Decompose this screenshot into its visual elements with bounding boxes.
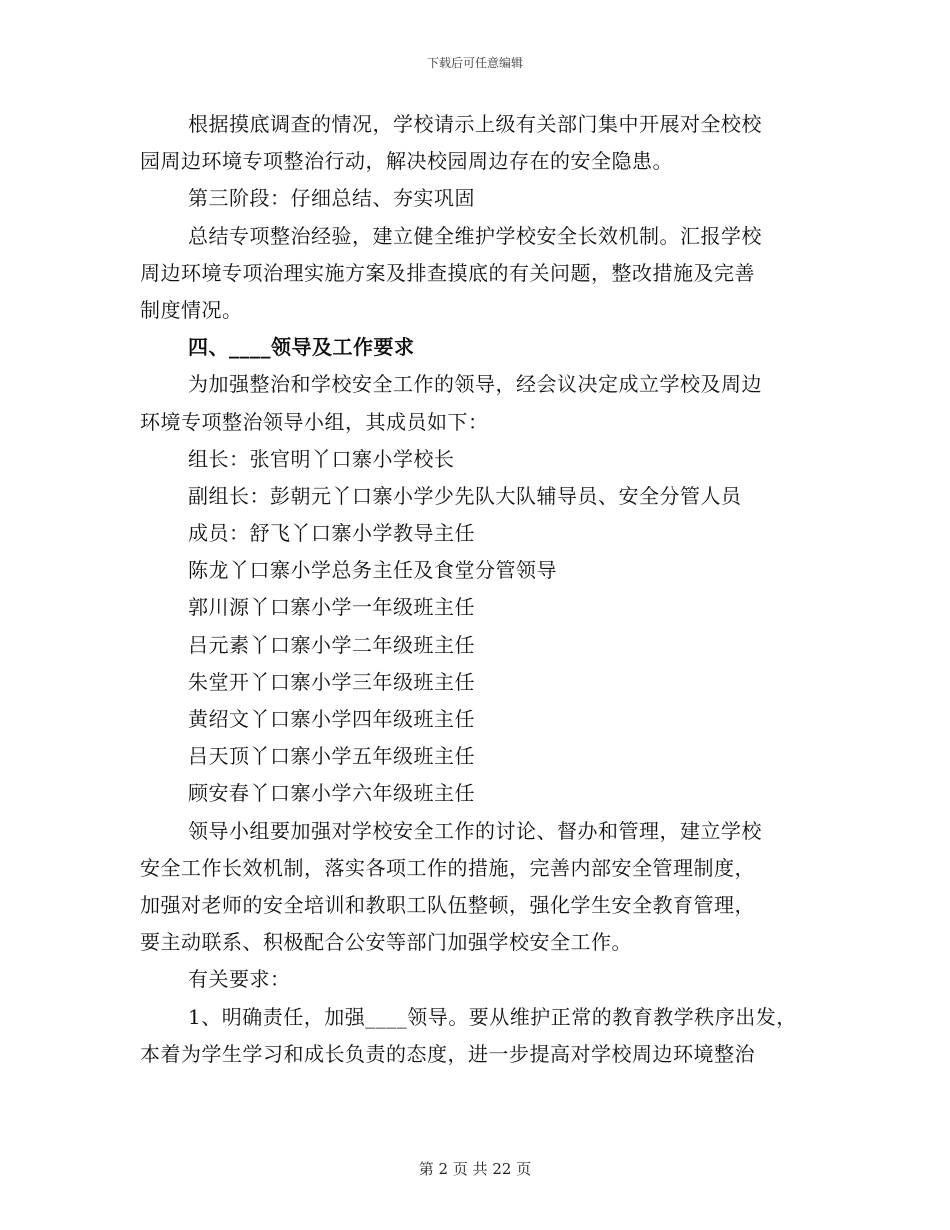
text-line: 根据摸底调查的情况，学校请示上级有关部门集中开展对全校校 [188, 112, 762, 136]
text-line: 总结专项整治经验，建立健全维护学校安全长效机制。汇报学校 [188, 223, 762, 248]
member-line: 吕元素丫口寨小学二年级班主任 [188, 632, 475, 657]
member-line: 郭川源丫口寨小学一年级班主任 [188, 595, 475, 620]
text-line: 加强对老师的安全培训和教职工队伍整顿，强化学生安全教育管理， [140, 892, 755, 917]
text-line: 第三阶段：仔细总结、夯实巩固 [188, 186, 475, 211]
member-line: 朱堂开丫口寨小学三年级班主任 [188, 669, 475, 694]
member-line: 成员：舒飞丫口寨小学教导主任 [188, 521, 475, 546]
member-line: 顾安春丫口寨小学六年级班主任 [188, 781, 475, 806]
member-line: 副组长：彭朝元丫口寨小学少先队大队辅导员、安全分管人员 [188, 483, 742, 508]
document-body [140, 106, 830, 1073]
member-line: 黄绍文丫口寨小学四年级班主任 [188, 707, 475, 731]
text-line: 为加强整治和学校安全工作的领导，经会议决定成立学校及周边 [188, 372, 762, 397]
text-line: 园周边环境专项整治行动，解决校园周边存在的安全隐患。 [140, 149, 673, 174]
text-line: 周边环境专项治理实施方案及排查摸底的有关问题，整改措施及完善 [140, 260, 755, 285]
text-line: 制度情况。 [140, 297, 243, 322]
text-line: 环境专项整治领导小组，其成员如下： [140, 409, 489, 434]
text-line: 领导小组要加强对学校安全工作的讨论、督办和管理，建立学校 [188, 818, 762, 843]
text-line: 安全工作长效机制，落实各项工作的措施，完善内部安全管理制度， [140, 855, 755, 880]
text-line: 1、明确责任，加强____领导。要从维护正常的教育教学秩序出发， [188, 1004, 797, 1029]
text-line: 本着为学生学习和成长负责的态度，进一步提高对学校周边环境整治 [140, 1041, 755, 1066]
text-line: 有关要求： [188, 967, 291, 992]
member-line: 吕天顶丫口寨小学五年级班主任 [188, 744, 475, 769]
section-heading: 四、____领导及工作要求 [188, 335, 415, 360]
member-line: 组长：张官明丫口寨小学校长 [188, 446, 455, 471]
member-line: 陈龙丫口寨小学总务主任及食堂分管领导 [188, 558, 557, 583]
page-footer: 第 2 页 共 22 页 [418, 1160, 532, 1178]
text-line: 要主动联系、积极配合公安等部门加强学校安全工作。 [140, 930, 632, 955]
page-header: 下载后可任意编辑 [426, 56, 523, 70]
